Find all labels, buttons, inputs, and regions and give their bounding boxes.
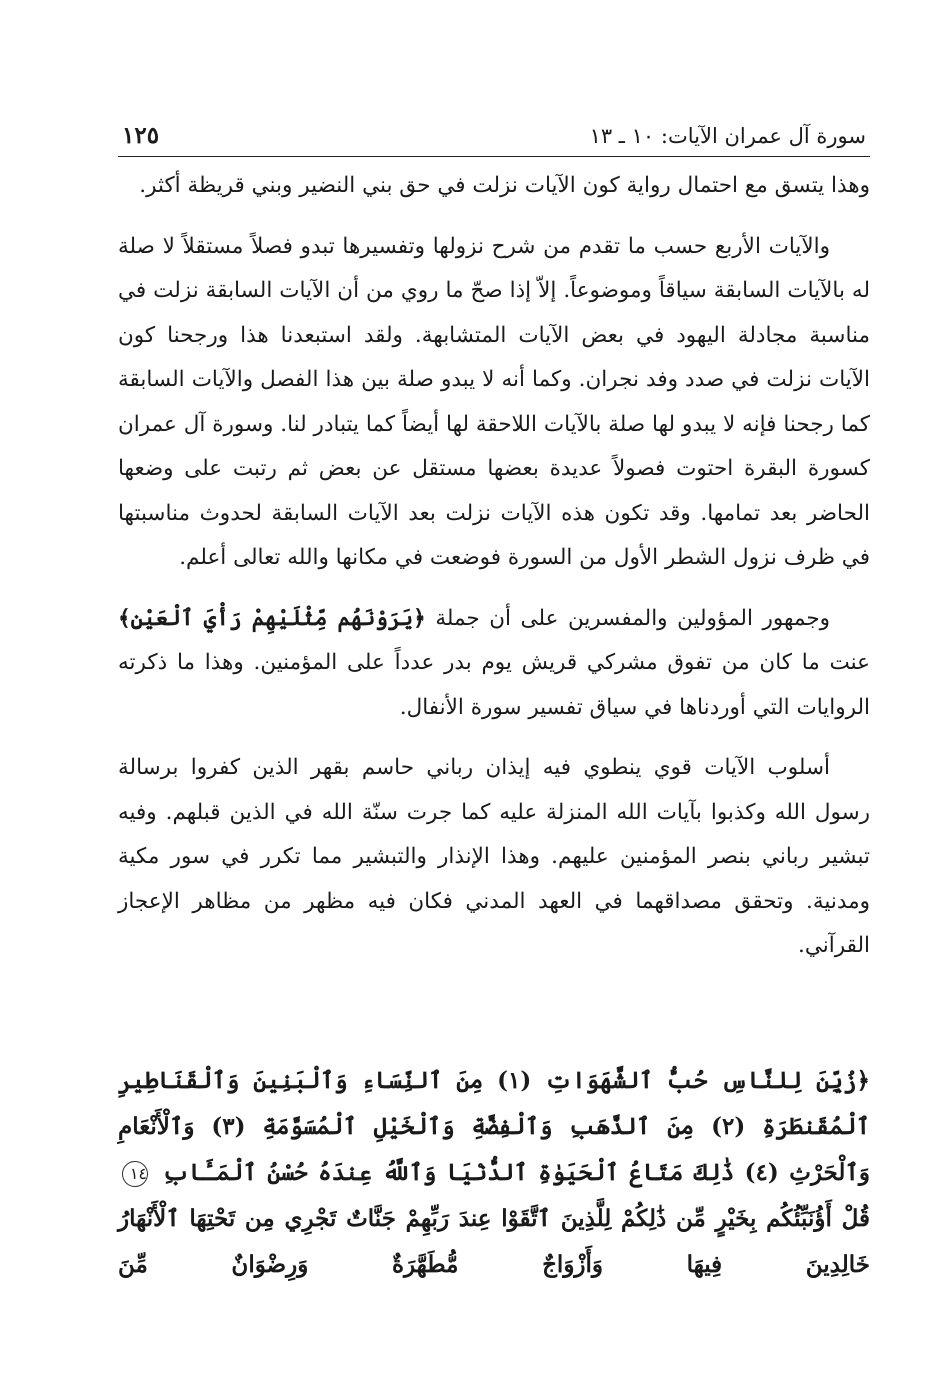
- verses-part-2: قُلْ أَؤُنَبِّئُكُم بِخَيْرٍ مِّن ذَٰلِكُمْ لِلَّذِينَ ٱتَّقَوْا عِندَ رَبِّهِمْ جَنَّاتٌ تَجْرِي مِن تَحْتِهَا ٱلْأَنْهَارُ خَالِدِينَ فِيهَا وَأَزْوَاجٌ مُّطَهَّرَةٌ وَرِضْوَانٌ مِّنَ: [118, 1205, 870, 1278]
- page-number: ١٢٥: [122, 122, 160, 149]
- page-header: [118, 118, 870, 154]
- paragraph-4: أسلوب الآيات قوي ينطوي فيه إيذان رباني حاسم بقهر الذين كفروا برسالة رسول الله وكذبوا بآيات الله المنزلة عليه كما جرت سنّة الله في الذين قبلهم. وفيه تبشير رباني بنصر المؤمنين عليهم. وهذا الإنذار والتبشير مما تكرر في سور مكية ومدنية. وتحقق مصداقهما في العهد المدني فكان فيه مظهر من مظاهر الإعجاز القرآني.: [118, 755, 870, 958]
- verses-part-1: ﴿زُيِّنَ لِلنَّاسِ حُبُّ ٱلشَّهَوَاتِ (١) مِنَ ٱلنِّسَاءِ وَٱلْبَنِينَ وَٱلْقَنَاطِيرِ ٱلْمُقَنطَرَةِ (٢) مِنَ ٱلذَّهَبِ وَٱلْفِضَّةِ وَٱلْخَيْلِ ٱلْمُسَوَّمَةِ (٣) وَٱلْأَنْعَامِ وَٱلْحَرْثِ (٤) ذَٰلِكَ مَتَاعُ ٱلْحَيَوٰةِ ٱلدُّنْيَا وَٱللَّهُ عِندَهُ حُسْنُ ٱلْمَـَٔابِ: [118, 1067, 870, 1186]
- quran-quote: ﴿يَرَوْنَهُم مِّثْلَيْهِمْ رَأْيَ ٱلْعَيْنِ﴾: [118, 605, 426, 631]
- paragraph-3-after: عنت ما كان من تفوق مشركي قريش يوم بدر عدداً على المؤمنين. وهذا ما ذكرته الروايات التي أوردناها في سياق تفسير سورة الأنفال.: [118, 650, 870, 720]
- paragraph-3-before: وجمهور المؤولين والمفسرين على أن جملة: [435, 605, 831, 631]
- paragraph-1: وهذا يتسق مع احتمال رواية كون الآيات نزلت في حق بني النضير وبني قريظة أكثر.: [139, 173, 870, 198]
- verse-number-marker: ١٤: [122, 1161, 148, 1187]
- quran-verses-block: [118, 1058, 870, 1288]
- body-text: [118, 164, 870, 969]
- running-title: سورة آل عمران الآيات: ١٠ ـ ١٣: [589, 124, 866, 148]
- paragraph-2: والآيات الأربع حسب ما تقدم من شرح نزولها وتفسيرها تبدو فصلاً مستقلاً لا صلة له بالآيات السابقة سياقاً وموضوعاً. إلاّ إذا صحّ ما روي من أن الآيات السابقة نزلت في مناسبة مجادلة اليهود في بعض الآيات المتشابهة. ولقد استبعدنا هذا ورجحنا كون الآيات نزلت في صدد وفد نجران. وكما أنه لا يبدو صلة بين هذا الفصل والآيات السابقة كما رجحنا فإنه لا يبدو لها صلة بالآيات اللاحقة لها أيضاً كما يتبادر لنا. وسورة آل عمران كسورة البقرة احتوت فصولاً عديدة بعضها مستقل عن بعض ثم رتبت على وضعها الحاضر بعد تمامها. وقد تكون هذه الآيات نزلت بعد الآيات السابقة لحدوث مناسبتها في ظرف نزول الشطر الأول من السورة فوضعت في مكانها والله تعالى أعلم.: [118, 233, 870, 570]
- header-divider: [118, 156, 870, 157]
- paragraph-3: [118, 597, 870, 731]
